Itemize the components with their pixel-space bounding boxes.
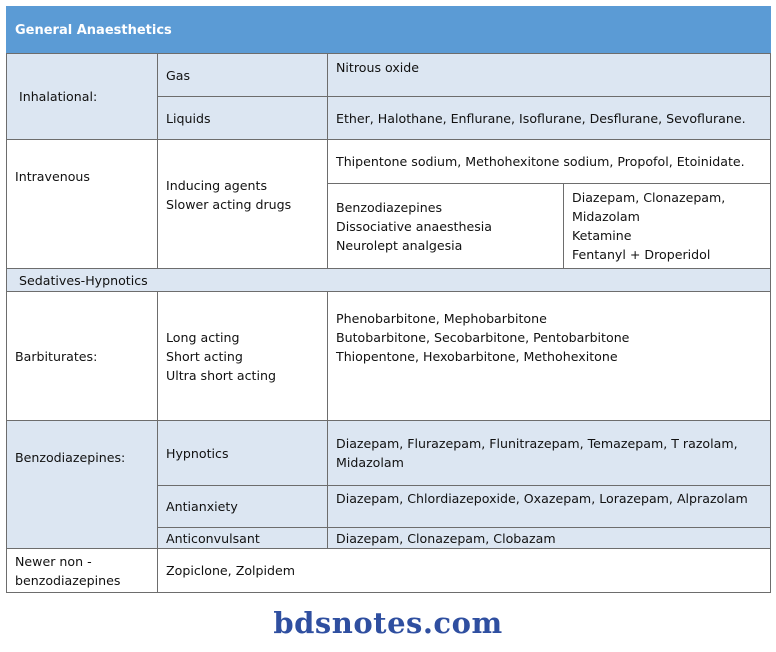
liquids-label-cell [157,96,328,140]
sedatives-label: Sedatives-Hypnotics [19,272,148,288]
sedatives-row [6,268,771,292]
benzodiazepines-label: Benzodiazepines: [15,450,126,465]
inducing-value: Thipentone sodium, Methohexitone sodium, Propofol, Etoinidate. [336,154,745,169]
table-title: General Anaesthetics [15,22,172,38]
gas-label-cell [157,53,328,97]
barbiturate-drug: Phenobarbitone, Mephobarbitone [336,311,547,326]
slower-class: Dissociative anaesthesia [336,218,492,234]
intravenous-type: Inducing agents [166,178,268,193]
anticonvulsant-label: Anticonvulsant [166,530,260,546]
hypnotics-label: Hypnotics [166,446,229,461]
intravenous-types-cell [157,139,328,269]
anticonvulsant-label-cell [157,527,328,549]
gas-value-cell [327,53,771,97]
anaesthetics-table [6,6,771,593]
inhalational-label: Inhalational: [19,89,98,104]
newer-label: Newer non - [15,553,92,569]
slower-drugs-cell [563,183,771,269]
liquids-label: Liquids [166,110,211,126]
newer-value: Zopiclone, Zolpidem [166,563,296,578]
newer-label-cell [6,548,158,593]
inhalational-label-cell [6,53,158,140]
antianxiety-label-cell [157,485,328,528]
intravenous-type: Slower acting drugs [166,197,292,212]
newer-value-cell [157,548,771,593]
slower-drug: Diazepam, Clonazepam, [572,190,726,205]
hypnotics-value: Midazolam [336,455,404,470]
barbiturate-type: Ultra short acting [166,368,276,383]
barbiturates-types-cell [157,291,328,421]
hypnotics-label-cell [157,420,328,486]
antianxiety-value-cell [327,485,771,528]
inducing-value-cell [327,139,771,184]
barbiturates-label-cell [6,291,158,421]
slower-class: Neurolept analgesia [336,237,463,253]
barbiturate-drug: Butobarbitone, Secobarbitone, Pentobarbitone [336,330,630,345]
barbiturates-drugs-cell [327,291,771,421]
anticonvulsant-value: Diazepam, Clonazepam, Clobazam [336,530,556,546]
gas-label: Gas [166,67,191,83]
liquids-value: Ether, Halothane, Enflurane, Isoflurane, Desflurane, Sevoflurane. [336,110,746,126]
intravenous-label-cell [6,139,158,269]
gas-value: Nitrous oxide [336,60,420,75]
hypnotics-value: Diazepam, Flurazepam, Flunitrazepam, Temazepam, T razolam, [336,436,738,451]
slower-drug: Ketamine [572,228,632,243]
site-watermark: bdsnotes.com [273,606,503,640]
barbiturate-type: Short acting [166,349,243,364]
intravenous-label: Intravenous [15,169,90,184]
hypnotics-value-cell [327,420,771,486]
newer-label: benzodiazepines [15,572,121,588]
barbiturates-label: Barbiturates: [15,348,98,364]
antianxiety-label: Antianxiety [166,499,238,514]
slower-drug: Midazolam [572,209,640,224]
barbiturate-drug: Thiopentone, Hexobarbitone, Methohexitone [336,349,618,364]
table-header [6,6,771,54]
benzodiazepines-label-cell [6,420,158,549]
liquids-value-cell [327,96,771,140]
slower-class: Benzodiazepines [336,199,443,215]
slower-drug: Fentanyl + Droperidol [572,247,711,262]
barbiturate-type: Long acting [166,330,240,345]
anticonvulsant-value-cell [327,527,771,549]
slower-classes-cell [327,183,564,269]
antianxiety-value: Diazepam, Chlordiazepoxide, Oxazepam, Lorazepam, Alprazolam [336,491,748,506]
